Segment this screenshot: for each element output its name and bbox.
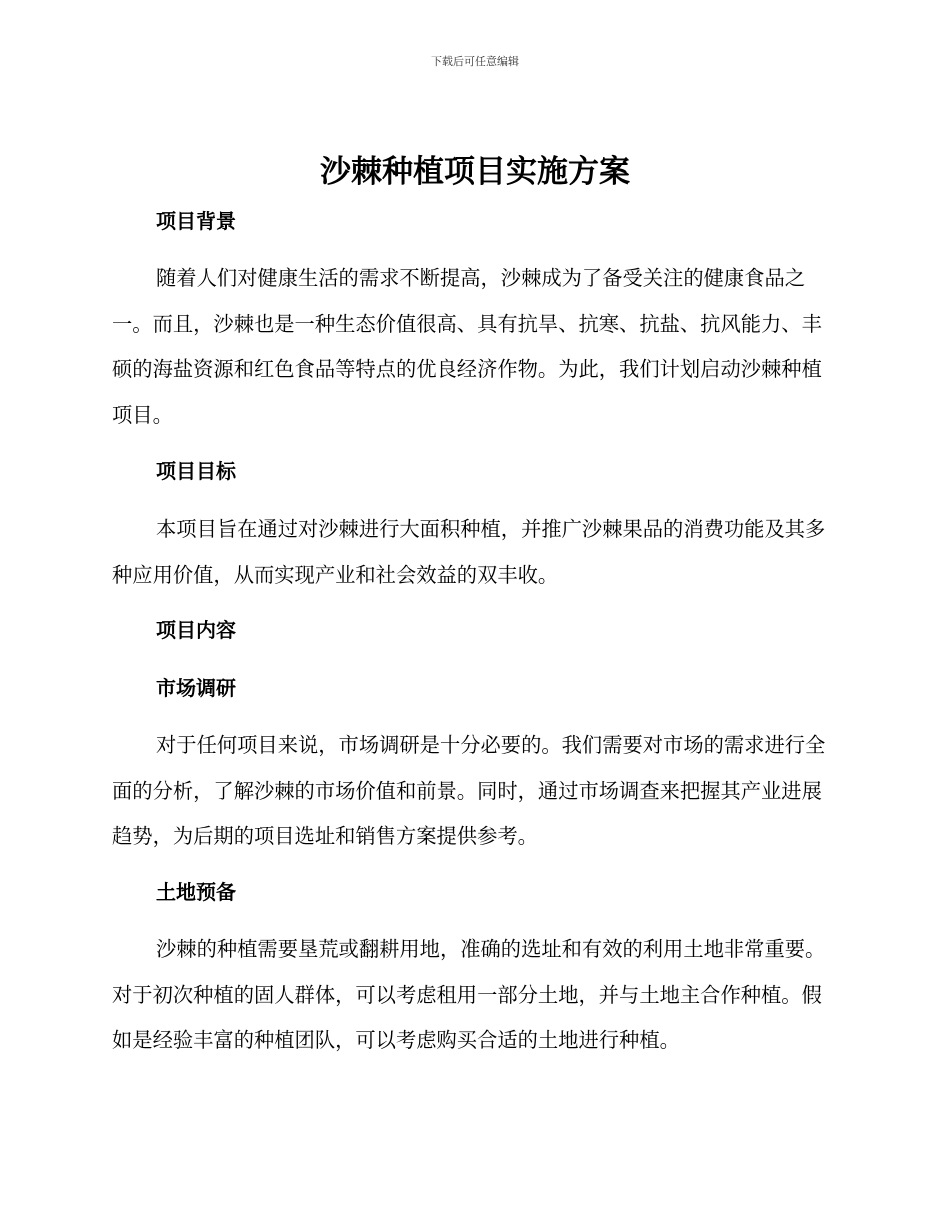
section-paragraph-background: 随着人们对健康生活的需求不断提高，沙棘成为了备受关注的健康食品之一。而且，沙棘也是一种生态价值很高、具有抗旱、抗寒、抗盐、抗风能力、丰硕的海盐资源和红色食品等特点的优良经济作物。为此，我们计划启动沙棘种植项目。 bbox=[112, 266, 822, 427]
section-heading-market-research: 市场调研 bbox=[156, 676, 236, 700]
section-heading-background: 项目背景 bbox=[156, 209, 236, 233]
section-paragraph-land-preparation: 沙棘的种植需要垦荒或翻耕用地，准确的选址和有效的利用土地非常重要。对于初次种植的固人群体，可以考虑租用一部分土地，并与土地主合作种植。假如是经验丰富的种植团队，可以考虑购买合适的土地进行种植。 bbox=[112, 937, 826, 1052]
section-heading-goal: 项目目标 bbox=[156, 459, 236, 483]
section-heading-land-preparation: 土地预备 bbox=[156, 880, 236, 904]
header-note: 下载后可任意编辑 bbox=[431, 55, 519, 68]
document-title: 沙棘种植项目实施方案 bbox=[320, 154, 630, 190]
section-paragraph-market-research: 对于任何项目来说，市场调研是十分必要的。我们需要对市场的需求进行全面的分析，了解沙棘的市场价值和前景。同时，通过市场调查来把握其产业进展趋势，为后期的项目选址和销售方案提供参考。 bbox=[112, 733, 826, 848]
section-heading-content: 项目内容 bbox=[156, 618, 236, 642]
section-paragraph-goal: 本项目旨在通过对沙棘进行大面积种植，并推广沙棘果品的消费功能及其多种应用价值，从而实现产业和社会效益的双丰收。 bbox=[112, 517, 826, 587]
